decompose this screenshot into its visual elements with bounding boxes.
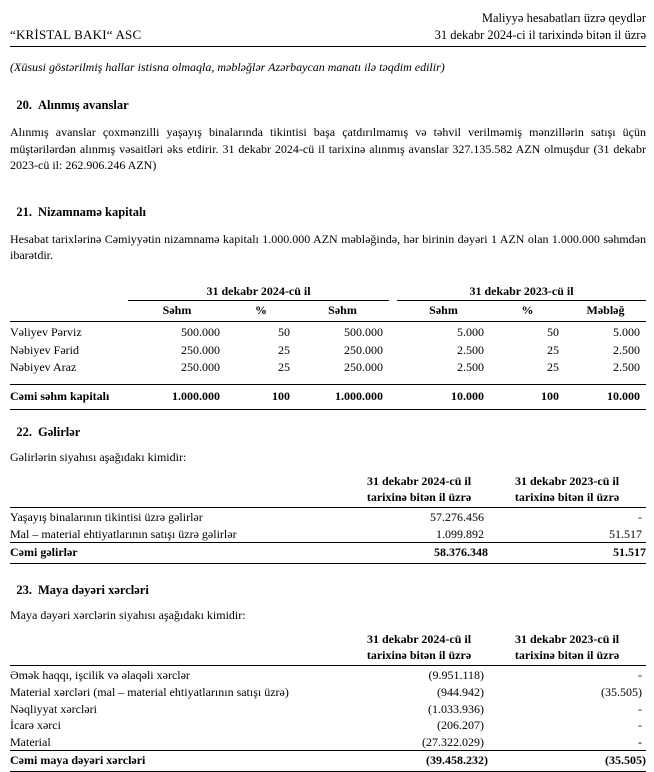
- col-header-2023: 31 dekabr 2023-cü il tarixinə bitən il üzrə: [488, 632, 646, 666]
- cell-value: -: [638, 718, 642, 733]
- table-row: [10, 357, 646, 384]
- table-column-header-row: [10, 300, 646, 321]
- company-name: “KRİSTAL BAKI“ ASC: [10, 27, 142, 42]
- table-row: [10, 340, 646, 358]
- section-20-body: Alınmış avanslar çoxmənzilli yaşayış binalarında tikintisi başa çatdırılmamış və təhvil verilməmiş mənzillərin satışı üçün müştərilərdən alınmış vəsaitləri əks etdirir. 31 dekabr 2024-cü il tarixinə alınmış avanslar 327.135.582 AZN olmuşdur (31 dekabr 2023-cü il: 262.906.246 AZN): [10, 125, 646, 173]
- section-21-body: Hesabat tarixlərinə Cəmiyyətin nizamnamə kapitalı 1.000.000 AZN məbləğində, hər birinin dəyəri 1 AZN olan 1.000.000 səhmdən ibarətdir.: [10, 231, 646, 263]
- cell-value: 50: [278, 324, 290, 339]
- cell-value: 250.000: [181, 360, 220, 375]
- table-row: [10, 666, 646, 683]
- cell-value: 250.000: [344, 360, 384, 375]
- section-20-number: 20.: [16, 98, 32, 112]
- cell-value: (944.942): [437, 685, 484, 699]
- share-capital-table: [10, 284, 646, 410]
- cost-expenses-table: [10, 632, 646, 772]
- section-20-heading: [10, 98, 646, 113]
- cell-value: 250.000: [344, 342, 384, 357]
- table-row: [10, 733, 646, 750]
- cell-value: 57.276.456: [430, 510, 484, 525]
- table-row: [10, 700, 646, 717]
- currency-disclaimer: (Xüsusi göstərilmiş hallar istisna olmaqla, məbləğlər Azərbaycan manatı ilə təqdim edilir): [10, 60, 445, 74]
- table-group-header-row: [10, 284, 646, 301]
- row-label: Mal – material ehtiyatlarının satışı üzrə gəlirlər: [10, 526, 237, 541]
- row-label: Yaşayış binalarının tikintisi üzrə gəlirlər: [10, 510, 203, 525]
- cell-value: 50: [547, 324, 560, 339]
- col-header: %: [490, 300, 565, 321]
- total-value: 51.517: [488, 542, 646, 564]
- shareholder-name: Vəliyev Pərviz: [10, 324, 82, 339]
- table-row: [10, 683, 646, 700]
- header-note: [435, 10, 646, 43]
- header-note-line2: 31 dekabr 2024-ci il tarixində bitən il üzrə: [434, 27, 646, 42]
- table-row: [10, 508, 646, 525]
- section-23-heading: [10, 583, 646, 598]
- total-value: 100: [226, 385, 296, 410]
- header-note-line1: Maliyyə hesabatları üzrə qeydlər: [481, 11, 646, 25]
- section-21-heading: [10, 205, 646, 220]
- section-22-intro: Gəlirlərin siyahısı aşağıdakı kimidir:: [10, 450, 187, 465]
- cell-value: -: [638, 701, 642, 716]
- shareholder-name: Nəbiyev Fərid: [10, 342, 79, 357]
- col-header: Məbləğ: [565, 300, 646, 321]
- cell-value: (1.033.936): [428, 701, 484, 716]
- cell-value: (206.207): [437, 718, 484, 733]
- section-22-title: Gəlirlər: [38, 425, 81, 440]
- cell-value: 2.500: [457, 342, 485, 357]
- total-value: 10.000: [565, 385, 646, 410]
- col-header-2024: 31 dekabr 2024-cü il tarixinə bitən il üzrə: [350, 632, 488, 666]
- col-header: %: [226, 300, 296, 321]
- col-header: Səhm: [128, 300, 226, 321]
- cell-value: 51.517: [609, 526, 642, 541]
- cell-value: 25: [547, 342, 560, 357]
- total-label: Cəmi səhm kapitalı: [10, 385, 128, 410]
- cell-value: 5.000: [613, 324, 641, 339]
- group-header-2024: 31 dekabr 2024-cü il: [128, 284, 389, 301]
- table-total-row: [10, 542, 646, 564]
- cell-value: -: [638, 510, 642, 525]
- total-value: 58.376.348: [350, 542, 488, 564]
- total-value: 1.000.000: [296, 385, 389, 410]
- section-21-number: 21.: [16, 204, 32, 219]
- section-23-intro: Maya dəyəri xərclərin siyahısı aşağıdakı kimidir:: [10, 608, 246, 623]
- total-value: 10.000: [397, 385, 490, 410]
- section-21-title: Nizamnamə kapitalı: [38, 204, 146, 219]
- table-total-row: [10, 385, 646, 410]
- table-column-header-row: [10, 474, 646, 508]
- cell-value: -: [638, 668, 642, 683]
- cell-value: 2.500: [613, 342, 641, 357]
- page-header: [10, 10, 646, 47]
- section-23-title: Maya dəyəri xərcləri: [38, 583, 149, 598]
- cell-value: -: [638, 734, 642, 749]
- section-20-title: Alınmış avanslar: [38, 98, 129, 112]
- table-total-row: [10, 750, 646, 772]
- cell-value: (9.951.118): [428, 668, 484, 683]
- cell-value: 500.000: [181, 324, 220, 339]
- row-label: Material: [10, 734, 51, 749]
- cell-value: 1.099.892: [436, 526, 484, 541]
- total-value: 100: [490, 385, 565, 410]
- cell-value: (35.505): [601, 685, 642, 699]
- cell-value: 250.000: [181, 342, 220, 357]
- cell-value: 25: [278, 360, 290, 375]
- cell-value: 500.000: [344, 324, 384, 339]
- table-column-header-row: [10, 632, 646, 666]
- section-22-heading: [10, 425, 646, 440]
- shareholder-name: Nəbiyev Araz: [10, 360, 77, 375]
- cell-value: 25: [547, 360, 560, 375]
- table-row: [10, 716, 646, 733]
- cell-value: 5.000: [457, 324, 485, 339]
- total-label: Cəmi maya dəyəri xərcləri: [10, 750, 350, 772]
- cell-value: 2.500: [457, 360, 485, 375]
- section-22-number: 22.: [16, 425, 32, 440]
- section-23-number: 23.: [16, 583, 32, 598]
- total-value: (35.505): [488, 750, 646, 772]
- col-header-2024: 31 dekabr 2024-cü il tarixinə bitən il üzrə: [350, 474, 488, 508]
- col-header-2023: 31 dekabr 2023-cü il tarixinə bitən il üzrə: [488, 474, 646, 508]
- total-value: 1.000.000: [128, 385, 226, 410]
- revenues-table: [10, 474, 646, 564]
- table-row: [10, 525, 646, 542]
- row-label: Əmək haqqı, işcilik və əlaqəli xərclər: [10, 668, 190, 683]
- row-label: Nəqliyyat xərcləri: [10, 701, 97, 716]
- row-label: İcarə xərci: [10, 718, 61, 733]
- cell-value: (27.322.029): [422, 734, 484, 749]
- group-header-2023: 31 dekabr 2023-cü il: [397, 284, 646, 301]
- cell-value: 2.500: [613, 360, 641, 375]
- col-header: Səhm: [296, 300, 389, 321]
- cell-value: 25: [278, 342, 290, 357]
- total-label: Cəmi gəlirlər: [10, 542, 350, 564]
- col-header: Səhm: [397, 300, 490, 321]
- total-value: (39.458.232): [350, 750, 488, 772]
- row-label: Material xərcləri (mal – material ehtiyatlarının satışı üzrə): [10, 685, 289, 699]
- table-row: [10, 321, 646, 339]
